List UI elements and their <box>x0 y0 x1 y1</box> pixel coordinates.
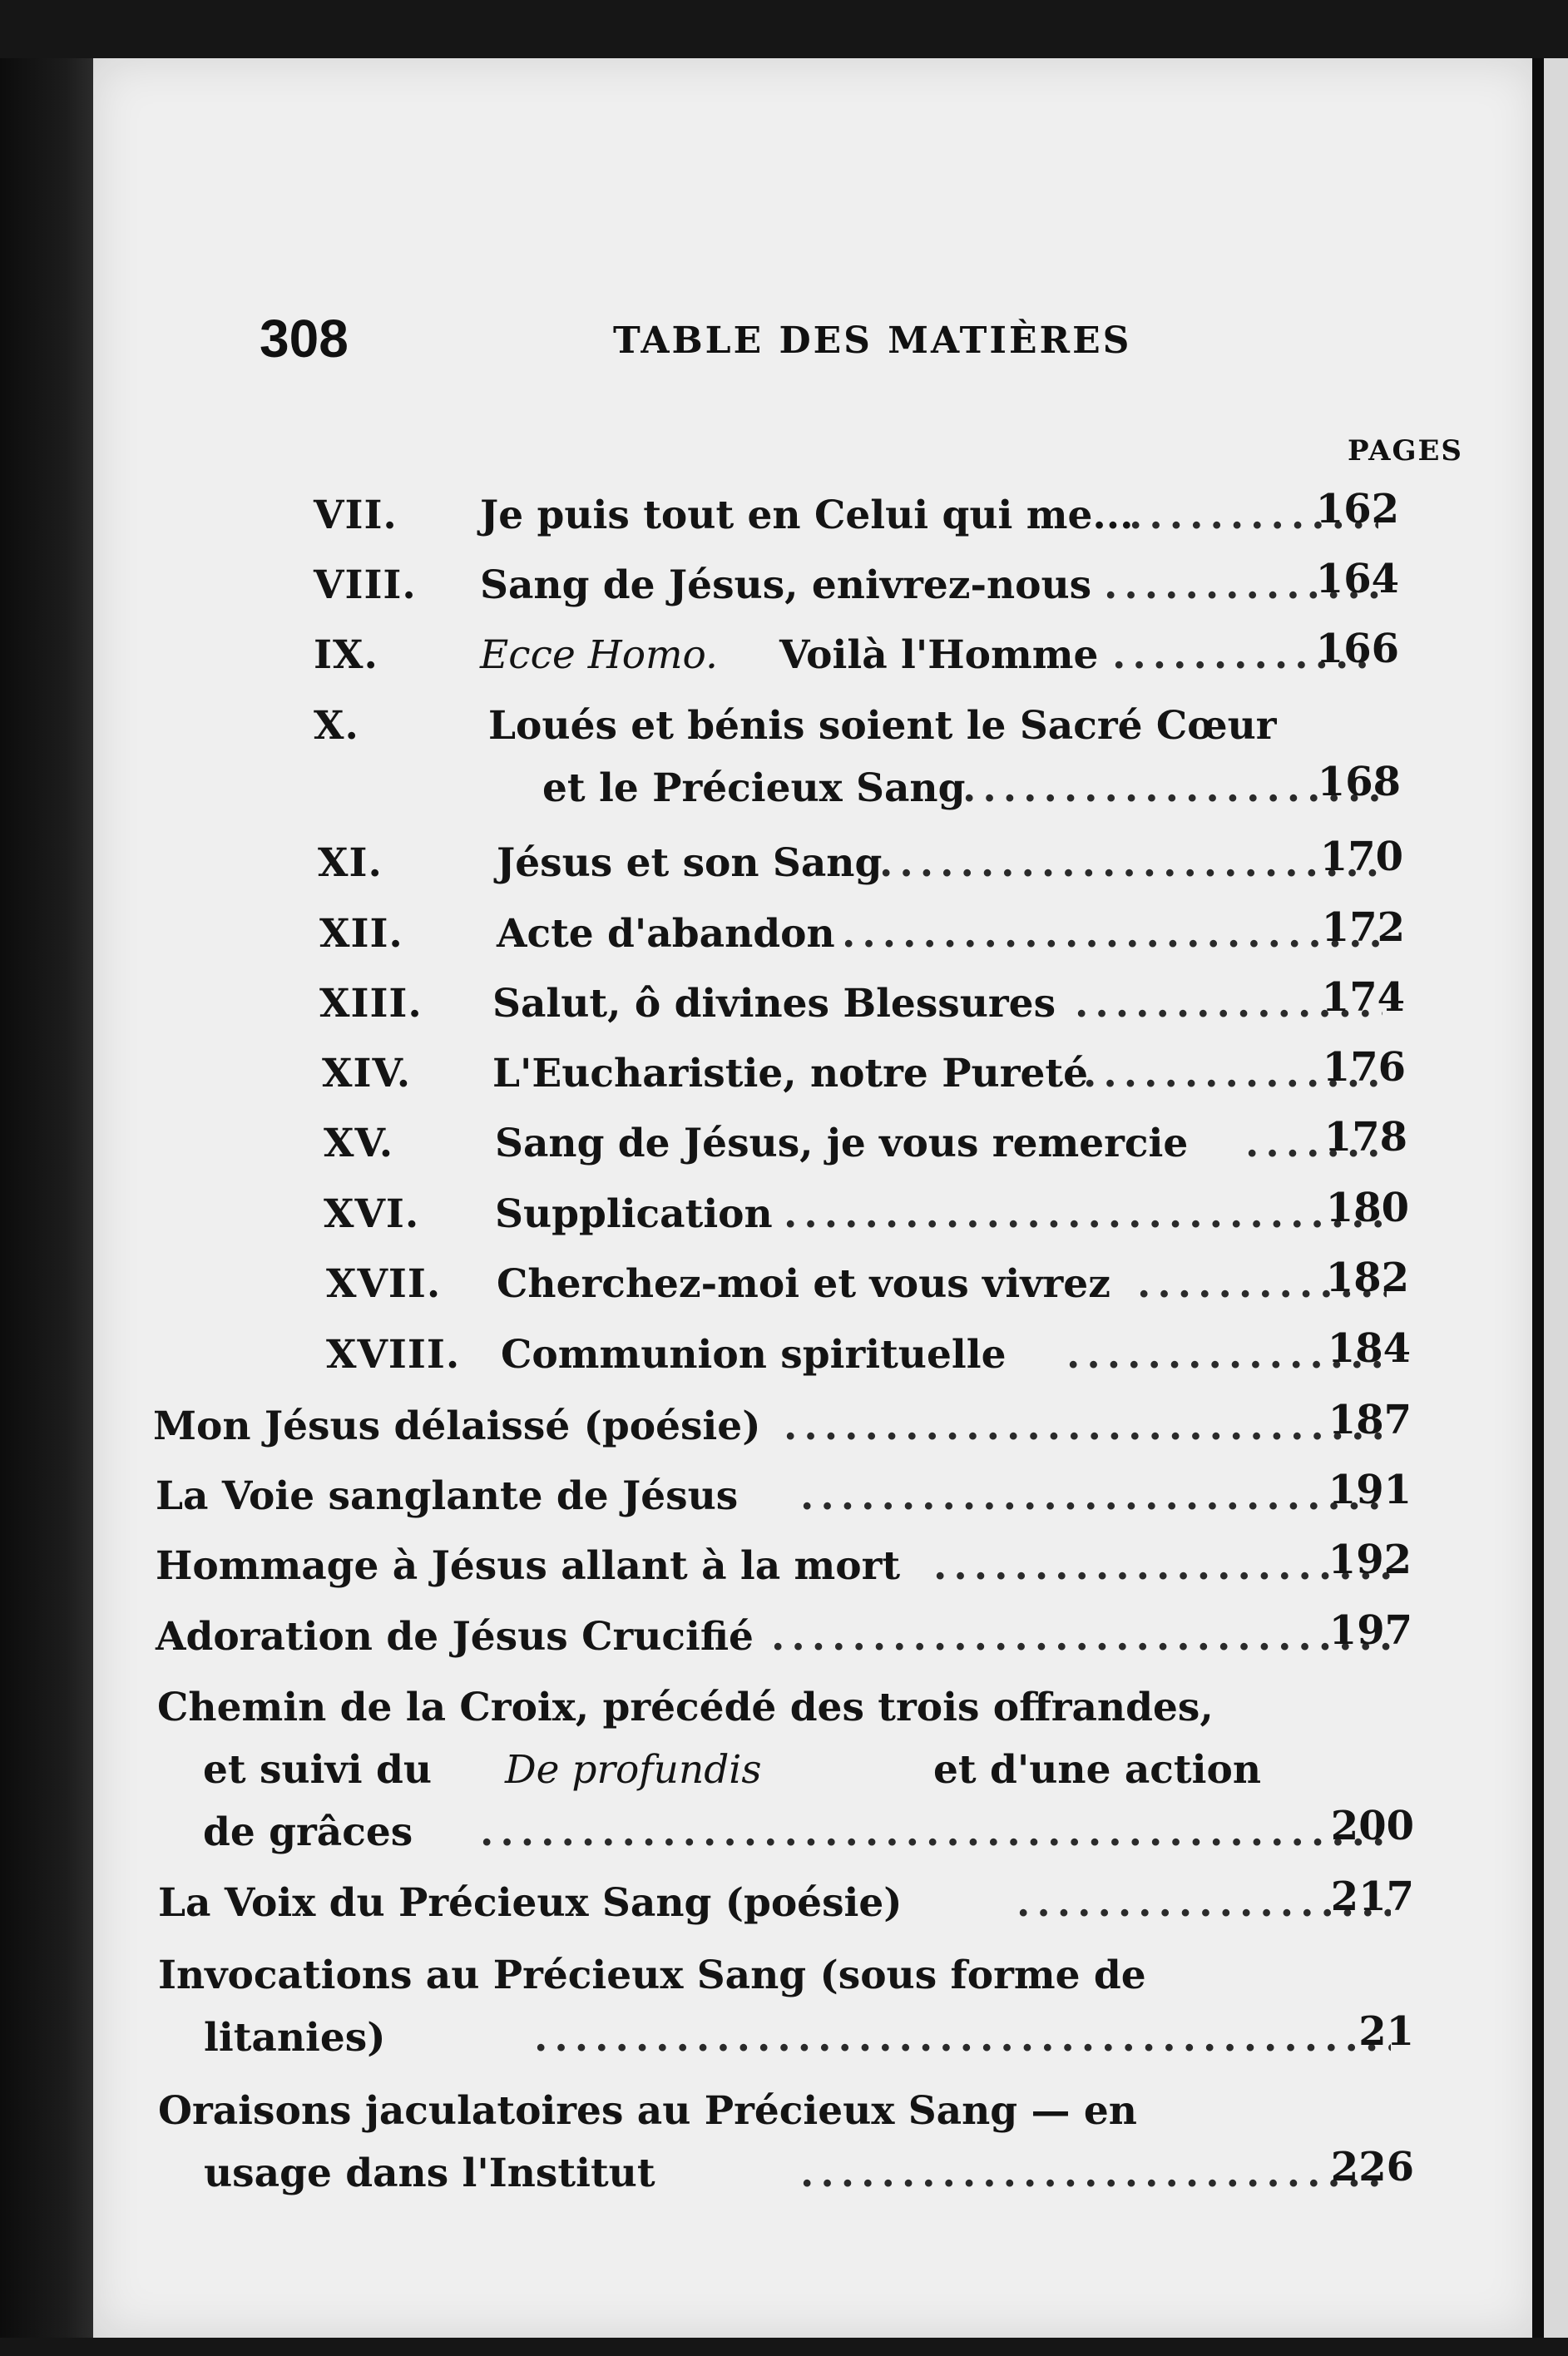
book-page <box>93 58 1539 2338</box>
toc-entry <box>93 1467 1539 1532</box>
facing-page-edge <box>1544 58 1568 2338</box>
entry-title: Oraisons jaculatoires au Précieux Sang — en <box>158 2088 1137 2134</box>
toc-entry <box>93 1397 1539 1462</box>
entry-page: 21 <box>1358 2008 1414 2055</box>
entry-page: 200 <box>1330 1803 1414 1849</box>
entry-numeral: VIII. <box>314 562 417 608</box>
running-title: TABLE DES MATIÈRES <box>613 319 1132 362</box>
toc-entry <box>93 834 1539 898</box>
toc-entry-continuation <box>93 759 1539 824</box>
entry-page: 172 <box>1321 904 1405 951</box>
entry-title-continued: de grâces <box>203 1809 413 1855</box>
entry-title: La Voix du Précieux Sang (poésie) <box>158 1880 903 1926</box>
toc-entry <box>93 556 1539 621</box>
entry-numeral: XVI. <box>324 1191 420 1237</box>
toc-entry <box>93 1044 1539 1109</box>
entry-title: La Voie sanglante de Jésus <box>156 1473 739 1519</box>
entry-page: 192 <box>1328 1537 1412 1583</box>
dot-leader <box>842 911 1383 957</box>
entry-page: 176 <box>1322 1044 1406 1091</box>
toc-entry <box>93 626 1539 690</box>
entry-title-italic: De profundis <box>505 1747 762 1793</box>
dot-leader <box>480 1809 1391 1855</box>
entry-title: Invocations au Précieux Sang (sous forme de <box>158 1953 1146 1998</box>
entry-title-wrap <box>480 632 718 678</box>
toc-entry <box>93 904 1539 969</box>
toc-entry <box>93 974 1539 1039</box>
toc-entry <box>93 2088 1539 2146</box>
entry-title: Supplication <box>495 1191 773 1237</box>
entry-title: Mon Jésus délaissé (poésie) <box>153 1403 761 1449</box>
entry-title: Adoration de Jésus Crucifié <box>156 1614 754 1660</box>
entry-page: 217 <box>1330 1873 1414 1920</box>
toc-entry <box>93 486 1539 551</box>
entry-numeral: XI. <box>318 840 383 886</box>
toc-entry-continuation <box>93 2144 1539 2209</box>
entry-title: Communion spirituelle <box>501 1332 1007 1378</box>
entry-numeral: XVIII. <box>326 1332 461 1378</box>
entry-title-continued: et suivi du <box>203 1747 433 1793</box>
toc-entry <box>93 1114 1539 1179</box>
entry-title: Voilà l'Homme <box>779 632 1099 678</box>
toc-entry <box>93 1685 1539 1743</box>
dot-leader <box>784 1403 1391 1449</box>
entry-page: 180 <box>1325 1185 1409 1231</box>
entry-title-continued: usage dans l'Institut <box>204 2151 655 2196</box>
toc-entry <box>93 1537 1539 1601</box>
entry-title: Je puis tout en Celui qui me... <box>480 492 1134 538</box>
entry-title: Jésus et son Sang <box>497 840 883 886</box>
entry-page: 164 <box>1315 556 1399 602</box>
entry-numeral: IX. <box>314 632 378 678</box>
toc-entry-continuation <box>93 2008 1539 2073</box>
toc-entry <box>93 1873 1539 1938</box>
entry-title: Hommage à Jésus allant à la mort <box>156 1543 901 1589</box>
entry-title: L'Eucharistie, notre Pureté <box>492 1051 1088 1096</box>
toc-entry <box>93 1953 1539 2011</box>
dot-leader <box>800 2151 1391 2196</box>
entry-numeral: XIII. <box>319 981 423 1027</box>
entry-title-continued: et le Précieux Sang <box>542 765 966 811</box>
entry-title-continued: litanies) <box>204 2015 386 2061</box>
entry-numeral: XV. <box>324 1121 394 1166</box>
dot-leader <box>800 1473 1391 1519</box>
toc-entry <box>93 1607 1539 1672</box>
entry-title: Cherchez-moi et vous vivrez <box>497 1261 1110 1307</box>
dot-leader <box>784 1191 1387 1237</box>
entry-page: 170 <box>1319 834 1403 880</box>
entry-page: 178 <box>1323 1114 1407 1161</box>
dot-leader <box>879 840 1378 886</box>
entry-title: Sang de Jésus, je vous remercie <box>495 1121 1189 1166</box>
toc-entry-continuation <box>93 1747 1539 1805</box>
toc-entry-continuation <box>93 1803 1539 1868</box>
entry-page: 197 <box>1328 1607 1412 1654</box>
entry-numeral: VII. <box>314 492 398 538</box>
entry-title-continued: et d'une action <box>933 1747 1261 1793</box>
entry-page: 182 <box>1325 1255 1409 1301</box>
entry-page: 187 <box>1328 1397 1412 1443</box>
entry-numeral: X. <box>314 703 359 749</box>
page-edge-shadow <box>1532 58 1544 2338</box>
pages-column-label: PAGES <box>1348 434 1463 468</box>
entry-title: Acte d'abandon <box>497 911 835 957</box>
entry-page: 166 <box>1315 626 1399 672</box>
toc-entry <box>93 703 1539 761</box>
toc-entry <box>93 1325 1539 1390</box>
dot-leader <box>534 2015 1391 2061</box>
toc-entry <box>93 1255 1539 1319</box>
entry-title-italic: Ecce Homo. <box>480 632 718 678</box>
entry-numeral: XVII. <box>326 1261 442 1307</box>
page-number: 308 <box>260 309 349 369</box>
toc-entry <box>93 1185 1539 1250</box>
entry-page: 168 <box>1317 759 1401 805</box>
entry-page: 226 <box>1330 2144 1414 2190</box>
entry-page: 174 <box>1321 974 1405 1021</box>
entry-title: Sang de Jésus, enivrez-nous <box>480 562 1092 608</box>
entry-numeral: XIV. <box>322 1051 412 1096</box>
entry-title: Salut, ô divines Blessures <box>492 981 1056 1027</box>
entry-title: Loués et bénis soient le Sacré Cœur <box>488 703 1277 749</box>
entry-page: 162 <box>1315 486 1399 532</box>
entry-page: 184 <box>1327 1325 1411 1372</box>
entry-numeral: XII. <box>319 911 403 957</box>
entry-page: 191 <box>1328 1467 1412 1513</box>
running-head <box>93 308 1539 374</box>
entry-title: Chemin de la Croix, précédé des trois offrandes, <box>157 1685 1214 1730</box>
dot-leader <box>771 1614 1391 1660</box>
entry-title-italic-wrap <box>505 1747 761 1793</box>
